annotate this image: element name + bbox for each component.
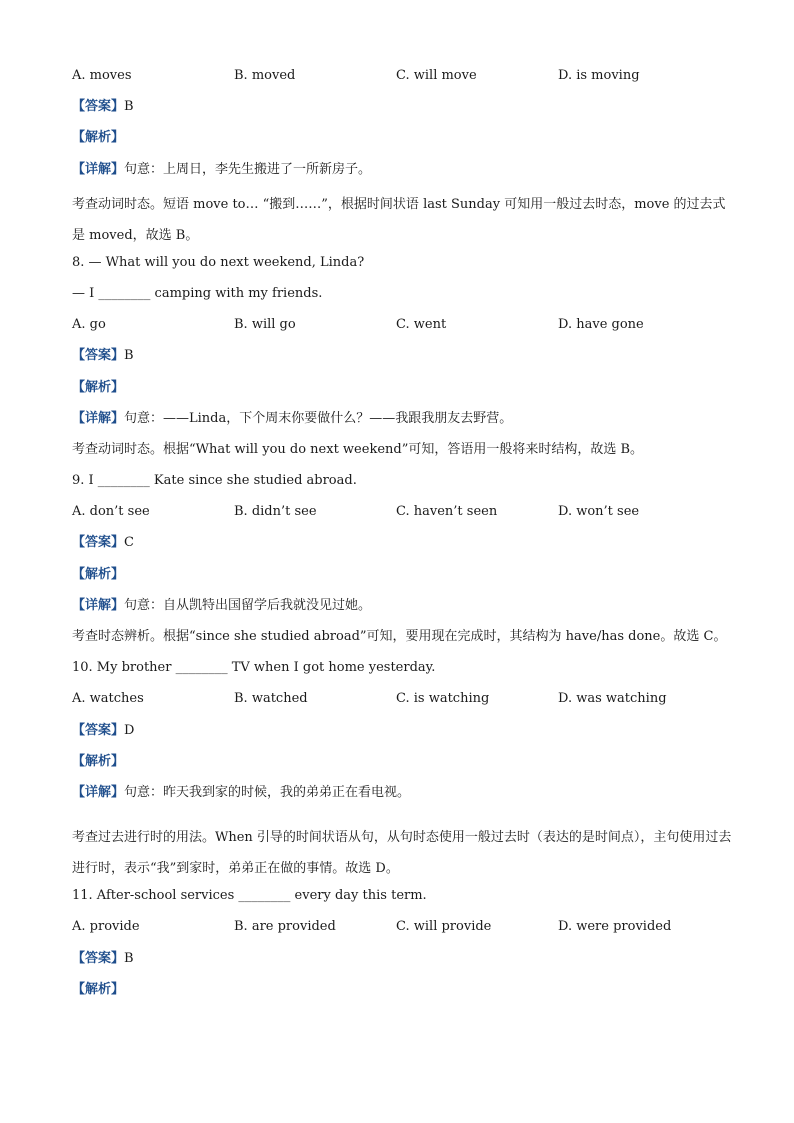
analysis-tag: 【解析】 bbox=[72, 379, 125, 395]
answer-value: D bbox=[124, 722, 135, 738]
q11-answer bbox=[72, 947, 732, 978]
q10-option-a: A. watches bbox=[72, 691, 144, 707]
answer-tag: 【答案】 bbox=[72, 348, 125, 364]
q10-answer bbox=[72, 719, 732, 750]
detail-text: 句意：自从凯特出国留学后我就没见过她。 bbox=[124, 597, 372, 613]
q8-option-c: C. went bbox=[396, 317, 447, 333]
q9-option-c: C. haven’t seen bbox=[396, 504, 498, 520]
q9-options bbox=[72, 500, 732, 531]
paragraph-spacer bbox=[72, 812, 732, 822]
answer-value: B bbox=[124, 950, 134, 966]
q8-option-b: B. will go bbox=[234, 317, 296, 333]
answer-value: C bbox=[124, 535, 134, 551]
q7-option-a: A. moves bbox=[72, 68, 132, 83]
q7-option-d: D. is moving bbox=[558, 68, 640, 83]
q7-analysis bbox=[72, 126, 732, 157]
document-page bbox=[72, 64, 732, 1009]
detail-text: 句意：上周日，李先生搬进了一所新房子。 bbox=[124, 161, 372, 177]
answer-tag: 【答案】 bbox=[72, 99, 125, 115]
q8-option-d: D. have gone bbox=[558, 317, 644, 333]
detail-tag: 【详解】 bbox=[72, 597, 125, 613]
analysis-tag: 【解析】 bbox=[72, 753, 125, 769]
q8-answer bbox=[72, 344, 732, 375]
detail-tag: 【详解】 bbox=[72, 410, 125, 426]
q9-option-b: B. didn’t see bbox=[234, 504, 317, 520]
q11-options bbox=[72, 915, 732, 946]
q9-analysis bbox=[72, 563, 732, 594]
answer-tag: 【答案】 bbox=[72, 950, 125, 966]
q7-detail bbox=[72, 158, 732, 189]
q9-explanation: 考查时态辨析。根据“since she studied abroad”可知，要用现在完成时，其结构为 have/has done。故选 C。 bbox=[72, 629, 727, 644]
q10-option-b: B. watched bbox=[234, 691, 308, 707]
q7-answer bbox=[72, 95, 732, 126]
q8-option-a: A. go bbox=[72, 317, 106, 333]
q11-analysis bbox=[72, 978, 732, 1009]
q8-stem-line-2: — I ________ camping with my friends. bbox=[72, 285, 323, 301]
detail-tag: 【详解】 bbox=[72, 161, 125, 177]
q9-option-a: A. don’t see bbox=[72, 504, 150, 520]
q9-detail bbox=[72, 594, 732, 625]
detail-text: 句意：——Linda，下个周末你要做什么？——我跟我朋友去野营。 bbox=[124, 410, 513, 426]
analysis-tag: 【解析】 bbox=[72, 981, 125, 997]
q8-analysis bbox=[72, 376, 732, 407]
q8-options bbox=[72, 313, 732, 344]
answer-value: B bbox=[124, 99, 134, 115]
q9-stem: 9. I ________ Kate since she studied abroad. bbox=[72, 473, 357, 489]
q7-options bbox=[72, 64, 732, 95]
q10-stem: 10. My brother ________ TV when I got home yesterday. bbox=[72, 660, 436, 676]
answer-tag: 【答案】 bbox=[72, 722, 125, 738]
q11-option-d: D. were provided bbox=[558, 919, 672, 935]
q10-option-d: D. was watching bbox=[558, 691, 667, 707]
q11-option-c: C. will provide bbox=[396, 919, 492, 935]
q10-detail bbox=[72, 781, 732, 812]
q8-explanation: 考查动词时态。根据“What will you do next weekend”可知，答语用一般将来时结构，故选 B。 bbox=[72, 441, 644, 457]
q10-option-c: C. is watching bbox=[396, 691, 490, 707]
detail-tag: 【详解】 bbox=[72, 784, 125, 800]
analysis-tag: 【解析】 bbox=[72, 130, 125, 146]
q9-answer bbox=[72, 531, 732, 562]
q7-option-c: C. will move bbox=[396, 68, 477, 83]
q7-option-b: B. moved bbox=[234, 68, 296, 83]
q8-detail bbox=[72, 407, 732, 438]
q9-option-d: D. won’t see bbox=[558, 504, 640, 520]
answer-tag: 【答案】 bbox=[72, 535, 125, 551]
q10-explanation: 考查过去进行时的用法。When 引导的时间状语从句，从句时态使用一般过去时（表达的是时间点），主句使用过去进行时，表示“我”到家时，弟弟正在做的事情。故选 D。 bbox=[72, 830, 732, 877]
q7-explanation: 考查动词时态。短语 move to… “搬到……”，根据时间状语 last Sunday 可知用一般过去时态，move 的过去式是 moved，故选 B。 bbox=[72, 196, 726, 243]
q11-stem: 11. After-school services ________ every day this term. bbox=[72, 888, 427, 904]
q8-stem-line-1: 8. — What will you do next weekend, Linda? bbox=[72, 254, 365, 270]
q11-option-b: B. are provided bbox=[234, 919, 336, 935]
q10-options bbox=[72, 687, 732, 718]
analysis-tag: 【解析】 bbox=[72, 566, 125, 582]
detail-text: 句意：昨天我到家的时候，我的弟弟正在看电视。 bbox=[124, 784, 411, 800]
q10-analysis bbox=[72, 750, 732, 781]
q11-option-a: A. provide bbox=[72, 919, 140, 935]
answer-value: B bbox=[124, 348, 134, 364]
